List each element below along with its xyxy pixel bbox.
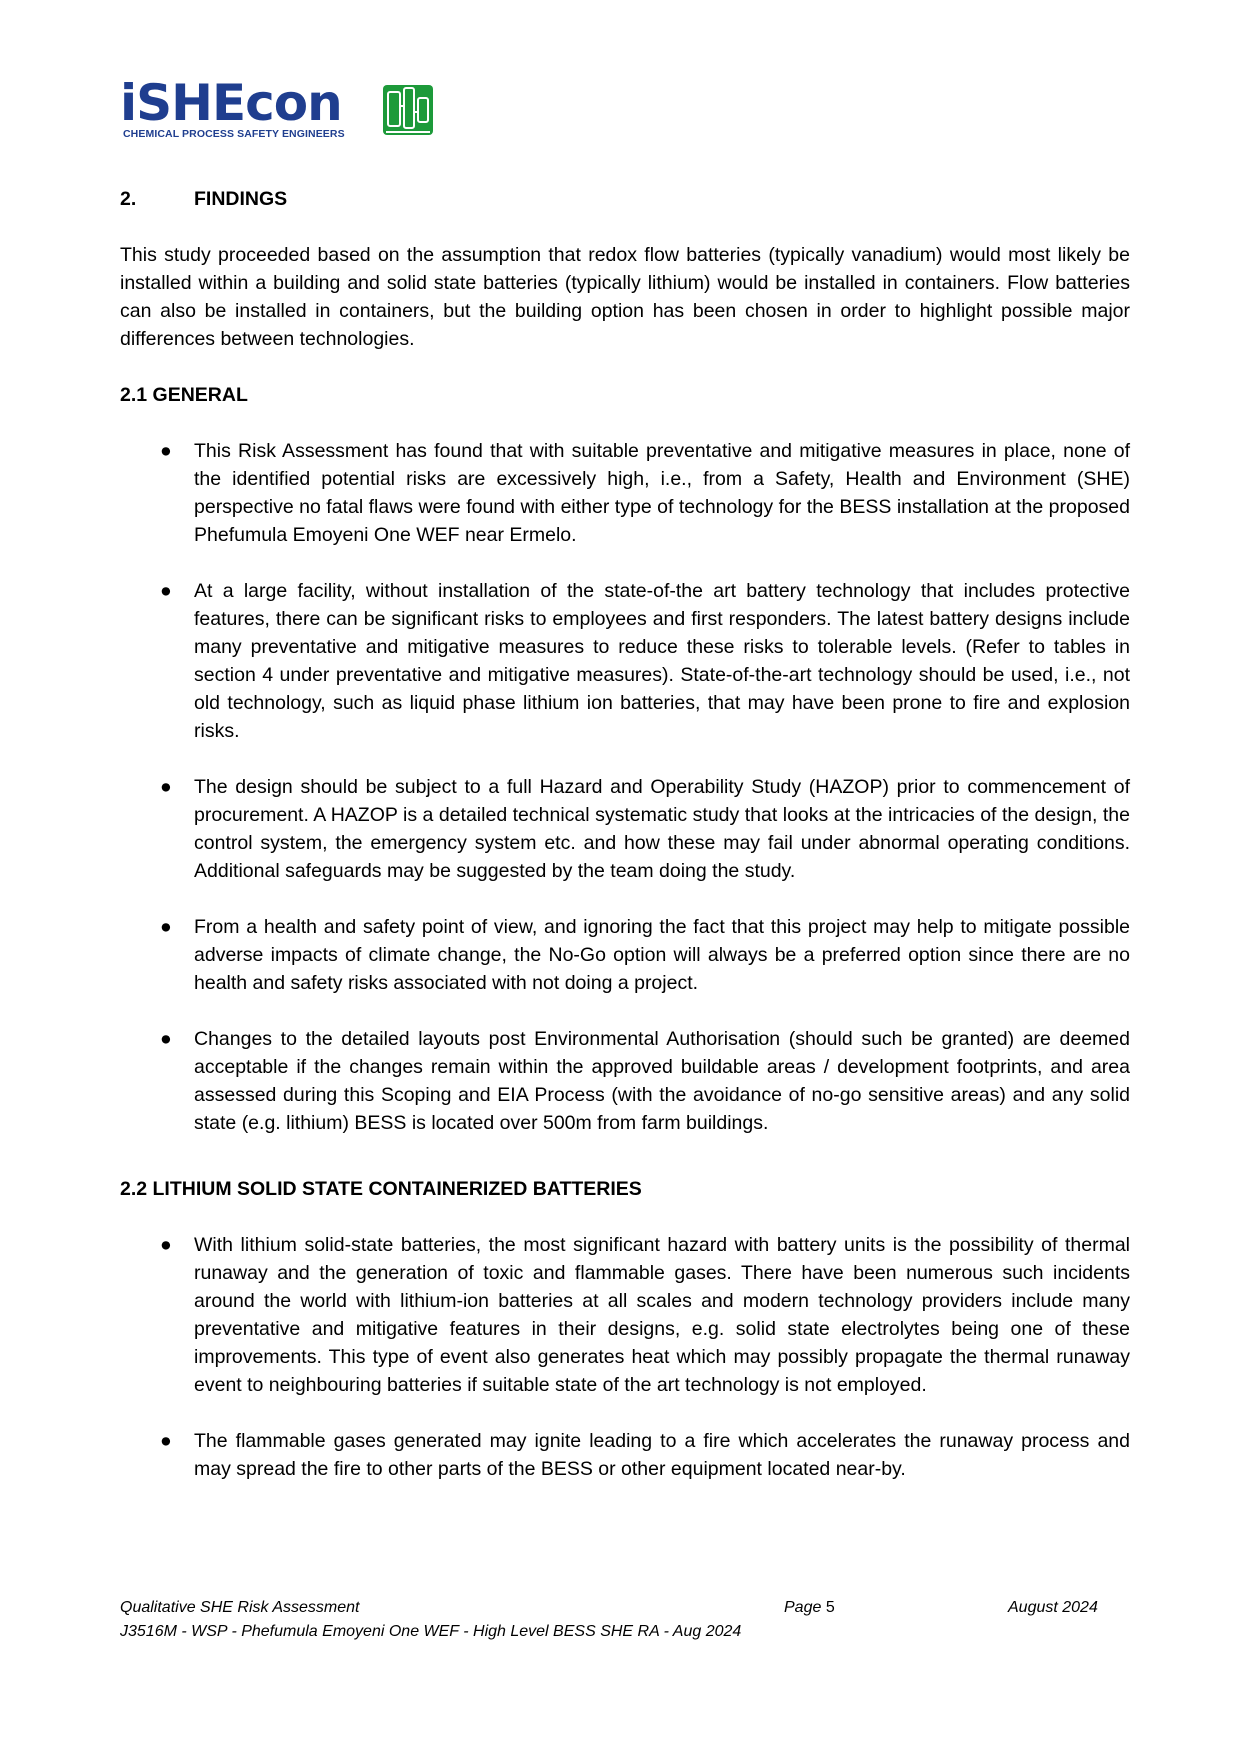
footer-row-1 (120, 1596, 1120, 1620)
intro-paragraph: This study proceeded based on the assumption that redox flow batteries (typically vanadium) would most likely be installed within a building and solid state batteries (typically lithium) would be installed in containers. Flow batteries can also be installed in containers, but the building option has been chosen in order to highlight possible major differences between technologies. (120, 244, 1130, 350)
bullet-icon: ● (160, 440, 172, 462)
general-bullet-list (120, 437, 1130, 1137)
bullet-icon: ● (160, 916, 172, 938)
spacer (120, 1165, 1130, 1175)
list-item-text: At a large facility, without installation of the state-of-the art battery technology that includes protective features, there can be significant risks to employees and first responders. The latest battery designs include many preventative and mitigative measures to reduce these risks to tolerable levels. (Refer to tables in section 4 under preventative and mitigative measures). State-of-the-art technology should be used, i.e., not old technology, such as liquid phase lithium ion batteries, that may have been prone to fire and explosion risks. (194, 580, 1130, 742)
list-item-text: From a health and safety point of view, and ignoring the fact that this project may help to mitigate possible adverse impacts of climate change, the No-Go option will always be a preferred option since there are no health and safety risks associated with not doing a project. (194, 916, 1130, 994)
list-item (120, 437, 1130, 549)
list-item (120, 1427, 1130, 1483)
lithium-heading: 2.2 LITHIUM SOLID STATE CONTAINERIZED BATTERIES (120, 1178, 642, 1200)
list-item (120, 913, 1130, 997)
page-footer (120, 1596, 1120, 1644)
section-heading (120, 185, 1130, 213)
list-item-text: This Risk Assessment has found that with suitable preventative and mitigative measures in place, none of the identified potential risks are excessively high, i.e., from a Safety, Health and Environment (SHE) perspective no fatal flaws were found with either type of technology for the BESS installation at the proposed Phefumula Emoyeni One WEF near Ermelo. (194, 440, 1130, 546)
footer-page (784, 1596, 835, 1620)
bullet-icon: ● (160, 1430, 172, 1452)
logo-text-con: con (245, 74, 342, 132)
footer-page-number: 5 (825, 1599, 835, 1616)
footer-row-2 (120, 1620, 1120, 1644)
list-item (120, 577, 1130, 745)
bullet-icon: ● (160, 1234, 172, 1256)
section-title: FINDINGS (194, 188, 288, 210)
section-number: 2. (120, 188, 137, 210)
lithium-bullet-list (120, 1231, 1130, 1483)
list-item-text: With lithium solid-state batteries, the most significant hazard with battery units is the possibility of thermal runaway and the generation of toxic and flammable gases. There have been numerous such incidents around the world with lithium-ion batteries at all scales and modern technology providers include many preventative and mitigative features in their designs, e.g. solid state electrolytes being one of these improvements. This type of event also generates heat which may possibly propagate the thermal runaway event to neighbouring batteries if suitable state of the art technology is not employed. (194, 1234, 1130, 1396)
flask-icon (382, 84, 434, 136)
general-heading: 2.1 GENERAL (120, 384, 248, 406)
list-item-text: The flammable gases generated may ignite leading to a fire which accelerates the runaway process and may spread the fire to other parts of the BESS or other equipment located near-by. (194, 1430, 1130, 1480)
logo-tagline: CHEMICAL PROCESS SAFETY ENGINEERS (123, 128, 345, 140)
footer-date: August 2024 (1008, 1599, 1098, 1616)
logo-wordmark (120, 74, 342, 132)
bullet-icon: ● (160, 776, 172, 798)
footer-doc-title: Qualitative SHE Risk Assessment (120, 1599, 360, 1616)
list-item-text: The design should be subject to a full Hazard and Operability Study (HAZOP) prior to commencement of procurement. A HAZOP is a detailed technical systematic study that looks at the intricacies of the design, the control system, the emergency system etc. and how these may fail under abnormal operating conditions. Additional safeguards may be suggested by the team doing the study. (194, 776, 1130, 882)
footer-page-label: Page (784, 1599, 822, 1616)
main-content (120, 185, 1130, 1511)
bullet-icon: ● (160, 1028, 172, 1050)
list-item (120, 1231, 1130, 1399)
bullet-icon: ● (160, 580, 172, 602)
list-item (120, 1025, 1130, 1137)
list-item-text: Changes to the detailed layouts post Environmental Authorisation (should such be granted) are deemed acceptable if the changes remain within the approved buildable areas / development footprints, and area assessed during this Scoping and EIA Process (with the avoidance of no-go sensitive areas) and any solid state (e.g. lithium) BESS is located over 500m from farm buildings. (194, 1028, 1130, 1134)
list-item (120, 773, 1130, 885)
logo-text-ishe: iSHE (120, 74, 246, 132)
company-logo (120, 74, 440, 142)
footer-reference: J3516M - WSP - Phefumula Emoyeni One WEF - High Level BESS SHE RA - Aug 2024 (120, 1623, 742, 1640)
